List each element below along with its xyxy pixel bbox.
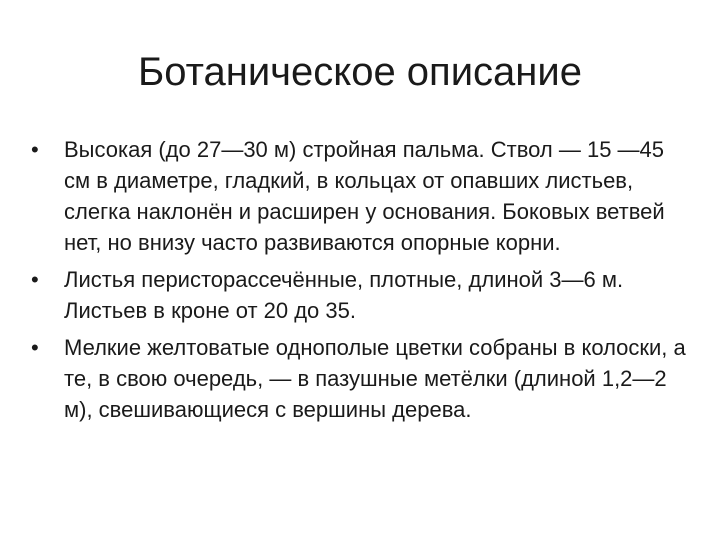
bullet-text: Листья перисторассечённые, плотные, длиной 3—6 м. Листьев в кроне от 20 до 35.: [64, 267, 624, 323]
bullet-item: [28, 134, 688, 258]
bullet-text: Мелкие желтоватые однополые цветки собраны в колоски, а те, в свою очередь, — в пазушные метёлки (длиной 1,2—2 м), свешивающиеся с вершины дерева.: [64, 335, 686, 422]
bullet-text: Высокая (до 27—30 м) стройная пальма. Ствол — 15 —45 см в диаметре, гладкий, в кольцах от опавших листьев, слегка наклонён и расширен у основания. Боковых ветвей нет, но внизу часто развиваются опорные корни.: [64, 137, 665, 255]
bullet-dot-icon: •: [31, 267, 39, 292]
slide-title: Ботаническое описание: [138, 50, 582, 94]
bullet-list: [28, 134, 688, 431]
bullet-item: [28, 264, 688, 326]
bullet-dot-icon: •: [31, 137, 39, 162]
bullet-item: [28, 332, 688, 425]
bullet-dot-icon: •: [31, 335, 39, 360]
